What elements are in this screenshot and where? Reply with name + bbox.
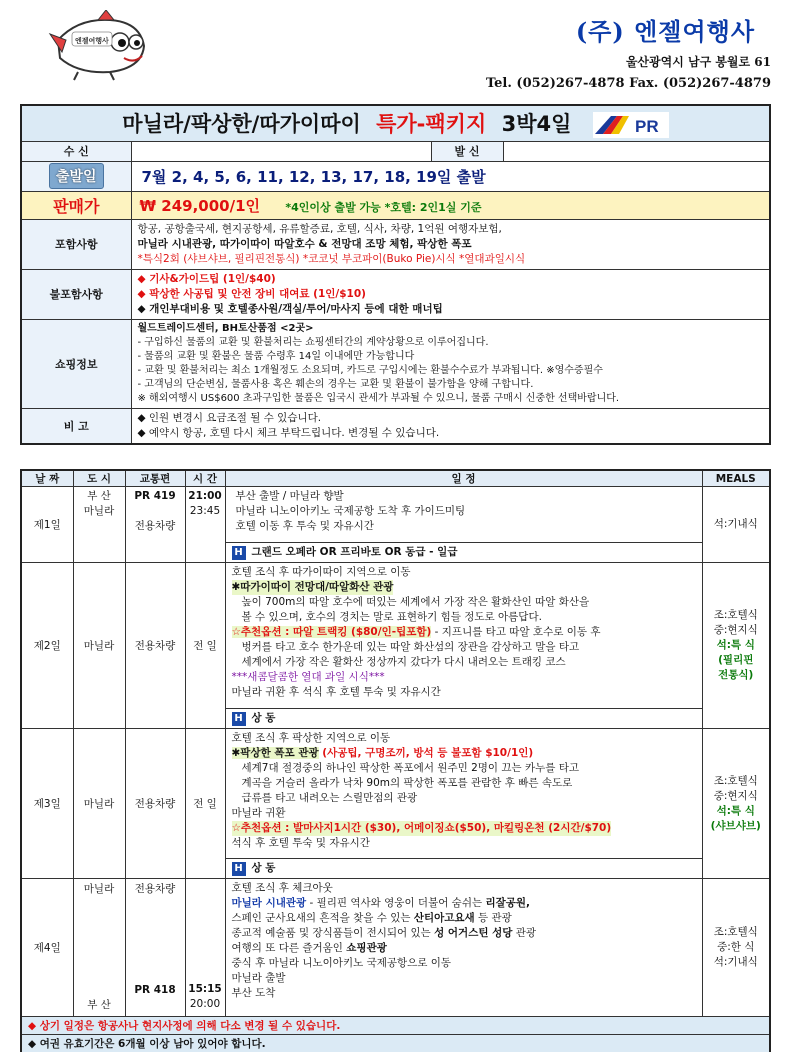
- meal-line: 조:호텔식: [713, 774, 758, 787]
- itinerary-emphasis: 산티아고요새: [413, 912, 475, 924]
- package-title: [21, 105, 770, 141]
- remark-line: ◆ 예약시 항공, 호텔 다시 체크 부탁드립니다. 변경될 수 있습니다.: [137, 426, 440, 439]
- itinerary-line: 벙커를 타고 호수 한가운데 있는 따알 화산섬의 장관을 감상하고 말을 타고: [241, 641, 580, 653]
- itinerary-emphasis: 리잘공원,: [485, 897, 531, 909]
- itinerary-line: ***새콤달콤한 열대 과일 시식***: [231, 671, 385, 683]
- city-name: 마닐라: [83, 883, 115, 895]
- include-line: 마닐라 시내관광, 따가이따이 따알호수 & 전망대 조망 체험, 팍상한 폭포: [137, 237, 472, 250]
- day-itinerary: [225, 729, 702, 859]
- shopping-line: ※ 해외여행시 US$600 초과구입한 물품은 입국시 관세가 부과될 수 있으니, 물품 구매시 신중한 선택바랍니다.: [137, 392, 620, 404]
- day-itinerary: [225, 487, 702, 543]
- transport-mode: 전용차량: [134, 883, 176, 895]
- day-itinerary: [225, 879, 702, 1017]
- sender-value: [503, 141, 770, 161]
- itinerary-line: 마닐라 귀환 후 석식 후 호텔 투숙 및 자유시간: [231, 686, 441, 698]
- itinerary-line: 세계7대 절경중의 하나인 팍상한 폭포에서 원주민 2명이 끄는 카누를 타고: [241, 762, 580, 774]
- departure-badge-cell: [21, 161, 131, 191]
- itinerary-line: - 필리핀 역사와 영웅이 더불어 숨쉬는: [306, 897, 486, 909]
- svg-text:PR: PR: [634, 117, 659, 137]
- shopping-label: 쇼핑정보: [21, 319, 131, 408]
- itinerary-line: 마닐라 니노이아키노 국제공항 도착 후 가이드미팅: [235, 505, 466, 517]
- exclude-label: 불포함사항: [21, 269, 131, 319]
- itinerary-line: 호텔 조식 후 따가이따이 지역으로 이동: [231, 566, 411, 578]
- itinerary-line: 볼 수 있으며, 호수의 경치는 말로 표현하기 힘들 정도로 아름답다.: [241, 611, 542, 623]
- hotel-icon: H: [232, 546, 246, 560]
- sender-label: 발 신: [431, 141, 503, 161]
- day-city: [73, 487, 125, 563]
- itinerary-line: 높이 700m의 따알 호수에 떠있는 세계에서 가장 작은 활화산인 따알 화산을: [241, 596, 590, 608]
- meal-line: 조:호텔식: [713, 609, 758, 621]
- meal-line: 조:호텔식: [713, 926, 758, 938]
- day-itinerary: [225, 563, 702, 709]
- col-header-itinerary: 일 정: [225, 470, 702, 487]
- itinerary-line: 관광: [512, 927, 537, 939]
- shopping-line: - 교환 및 환불처리는 최소 1개월정도 소요되며, 카드로 구입시에는 환불수수료가 부과됩니다. ※영수증필수: [137, 364, 603, 376]
- itinerary-line: 마닐라 귀환: [231, 807, 286, 819]
- itinerary-line: 호텔 이동 후 투숙 및 자유시간: [235, 520, 374, 532]
- meal-line: 중:현지식: [713, 624, 758, 636]
- time-value: 20:00: [189, 998, 221, 1010]
- price-cell: [131, 191, 770, 219]
- exclude-content: [131, 269, 770, 319]
- day-label: 제4일: [21, 879, 73, 1017]
- include-line: 항공, 공항출국세, 현지공항세, 유류할증료, 호텔, 식사, 차량, 1억원 여행자보험,: [137, 222, 502, 235]
- hotel-row: [225, 709, 702, 729]
- itinerary-line: 세계에서 가장 작은 활화산 정상까지 갔다가 다시 내려오는 트래킹 코스: [241, 656, 566, 668]
- meal-line: 석:특 식: [716, 804, 755, 817]
- city-name: 부 산: [87, 490, 111, 502]
- itinerary-line: 부산 출발 / 마닐라 향발: [235, 490, 344, 502]
- itinerary-highlight: 마닐라 시내관광: [231, 897, 307, 909]
- flight-number: PR 419: [134, 490, 176, 502]
- departure-badge: 출발일: [49, 163, 104, 189]
- airline-logo-icon: [593, 112, 669, 138]
- itinerary-line: 호텔 조식 후 체크아웃: [231, 882, 333, 894]
- itinerary-header-row: [21, 470, 770, 487]
- col-header-city: 도 시: [73, 470, 125, 487]
- day-transport: 전용차량: [125, 563, 185, 729]
- itinerary-emphasis: 쇼핑관광: [346, 942, 387, 954]
- itinerary-line: 급류를 타고 내려오는 스릴만점의 관광: [241, 792, 418, 804]
- day-label: 제2일: [21, 563, 73, 729]
- time-value: 15:15: [188, 983, 222, 995]
- logo-text: 엔젤여행사: [75, 37, 109, 45]
- shopping-line: - 고객님의 단순변심, 물품사용 혹은 훼손의 경우는 교환 및 환불이 불가함을 양해 구합니다.: [137, 378, 534, 390]
- day-time: 전 일: [185, 563, 225, 729]
- itinerary-emphasis: 성 어거스틴 성당: [434, 927, 513, 939]
- footer-note: ◆ 여권 유효기간은 6개월 이상 남아 있어야 합니다.: [21, 1035, 770, 1052]
- shopping-line: - 구입하신 물품의 교환 및 환불처리는 쇼핑센터간의 계약상황으로 이루어집니다.: [137, 336, 489, 348]
- recipient-value: [131, 141, 431, 161]
- shopping-content: [131, 319, 770, 408]
- itinerary-note: (사공팁, 구명조끼, 방석 등 불포함 $10/1인): [318, 747, 534, 759]
- hotel-name: 상 동: [251, 712, 276, 724]
- exclude-line: ◆ 기사&가이드팁 (1인/$40): [137, 272, 276, 285]
- itinerary-line: 스페인 군사요새의 흔적을 찾을 수 있는: [231, 912, 414, 924]
- itinerary-highlight: ✱따가이따이 전망대/따알화산 관광: [231, 581, 394, 593]
- itinerary-line: - 지프니를 타고 따알 호수로 이동 후: [431, 626, 601, 638]
- shopping-line: - 물품의 교환 및 환불은 물품 수령후 14일 이내에만 가능합니다: [137, 350, 415, 362]
- meal-line: (샤브샤브): [710, 819, 761, 832]
- itinerary-line: 부산 도착: [231, 987, 276, 999]
- meal-line: 석:특 식: [716, 639, 755, 651]
- day-label: 제1일: [21, 487, 73, 563]
- meal-line: 전통식): [718, 669, 754, 681]
- price-label: 판매가: [21, 191, 131, 219]
- departure-dates: 7월 2, 4, 5, 6, 11, 12, 13, 17, 18, 19일 출발: [131, 161, 770, 191]
- itinerary-line: 종교적 예술품 및 장식품들이 전시되어 있는: [231, 927, 435, 939]
- meal-line: (필리핀: [718, 654, 754, 666]
- exclude-line: ◆ 개인부대비용 및 호텔종사원/객실/투어/마사지 등에 대한 매너팁: [137, 302, 443, 315]
- hotel-row: [225, 859, 702, 879]
- title-days: 3박4일: [501, 112, 572, 137]
- day-meals: [702, 879, 770, 1017]
- day-time: 전 일: [185, 729, 225, 879]
- title-highlight: 특가-팩키지: [376, 112, 487, 137]
- itinerary-line: 중식 후 마닐라 니노이아키노 국제공항으로 이동: [231, 957, 452, 969]
- recipient-label: 수 신: [21, 141, 131, 161]
- col-header-date: 날 짜: [21, 470, 73, 487]
- itinerary-table: [20, 469, 771, 1052]
- airplane-mascot-logo: [48, 10, 148, 82]
- optional-tour: ☆추천옵션 : 따알 트랙킹 ($80/인-팁포함): [231, 626, 432, 638]
- itinerary-line: 마닐라 출발: [231, 972, 286, 984]
- itinerary-line: 계곡을 거슬러 올라가 낙차 90m의 팍상한 폭포를 관람한 후 빠른 속도로: [241, 777, 573, 789]
- meal-line: 석:기내식: [713, 956, 758, 968]
- hotel-name: 상 동: [251, 862, 276, 874]
- transport-mode: 전용차량: [134, 520, 176, 532]
- page-header: [0, 0, 789, 100]
- itinerary-highlight: ✱팍상한 폭포 관광: [231, 747, 319, 759]
- hotel-row: [225, 543, 702, 563]
- shopping-line: 월드트레이드센터, BH토산품점 <2곳>: [137, 322, 314, 334]
- hotel-icon: H: [232, 712, 246, 726]
- col-header-time: 시 간: [185, 470, 225, 487]
- day-meals: [702, 487, 770, 563]
- price-note: *4인이상 출발 가능 *호텔: 2인1실 기준: [285, 200, 482, 214]
- meal-line: 중:현지식: [713, 789, 758, 802]
- col-header-transport: 교통편: [125, 470, 185, 487]
- day-city: 마닐라: [73, 729, 125, 879]
- meal-line: 석:기내식: [713, 518, 758, 530]
- col-header-meals: MEALS: [702, 470, 770, 487]
- itinerary-line: 석식 후 호텔 투숙 및 자유시간: [231, 837, 370, 849]
- day-transport: [125, 879, 185, 1017]
- flight-number: PR 418: [134, 984, 176, 996]
- day-city: [73, 879, 125, 1017]
- remark-line: ◆ 인원 변경시 요금조절 될 수 있습니다.: [137, 411, 322, 424]
- include-label: 포함사항: [21, 219, 131, 269]
- company-address: 울산광역시 남구 봉월로 61: [625, 55, 771, 69]
- price-value: ₩ 249,000/1인: [139, 196, 260, 215]
- itinerary-line: 여행의 또 다른 즐거움인: [231, 942, 347, 954]
- day-city: 마닐라: [73, 563, 125, 729]
- day-meals: [702, 563, 770, 729]
- day-meals: [702, 729, 770, 879]
- itinerary-line: 호텔 조식 후 팍상한 지역으로 이동: [231, 732, 391, 744]
- day-transport: 전용차량: [125, 729, 185, 879]
- title-main: 마닐라/팍상한/따가이따이: [122, 112, 361, 137]
- day-time: [185, 879, 225, 1017]
- day-time: [185, 487, 225, 563]
- day-label: 제3일: [21, 729, 73, 879]
- company-phone: Tel. (052)267-4878 Fax. (052)267-4879: [485, 76, 771, 91]
- time-value: 23:45: [189, 505, 221, 517]
- city-name: 부 산: [87, 999, 111, 1011]
- itinerary-line: 등 관광: [474, 912, 512, 924]
- hotel-name: 그랜드 오페라 OR 프리바토 OR 동급 - 일급: [251, 546, 458, 558]
- remark-content: [131, 408, 770, 444]
- day-transport: [125, 487, 185, 563]
- exclude-line: ◆ 팍상한 사공팁 및 안전 장비 대여료 (1인/$10): [137, 287, 366, 300]
- include-line: *특식2회 (샤브샤브, 필리핀전통식) *코코넛 부코파이(Buko Pie)시식 *열대과일시식: [137, 252, 526, 265]
- hotel-icon: H: [232, 862, 246, 876]
- package-info-table: [20, 104, 771, 445]
- optional-tour: ☆추천옵션 : 발마사지1시간 ($30), 어메이징쇼($50), 마킬링온천 (2시간/$70): [231, 822, 612, 834]
- remark-label: 비 고: [21, 408, 131, 444]
- company-name: (주) 엔젤여행사: [575, 17, 755, 46]
- meal-line: 중:한 식: [717, 941, 755, 953]
- include-content: [131, 219, 770, 269]
- footer-note: ◆ 상기 일정은 항공사나 현지사정에 의해 다소 변경 될 수 있습니다.: [21, 1017, 770, 1035]
- time-value: 21:00: [188, 490, 222, 502]
- city-name: 마닐라: [83, 505, 115, 517]
